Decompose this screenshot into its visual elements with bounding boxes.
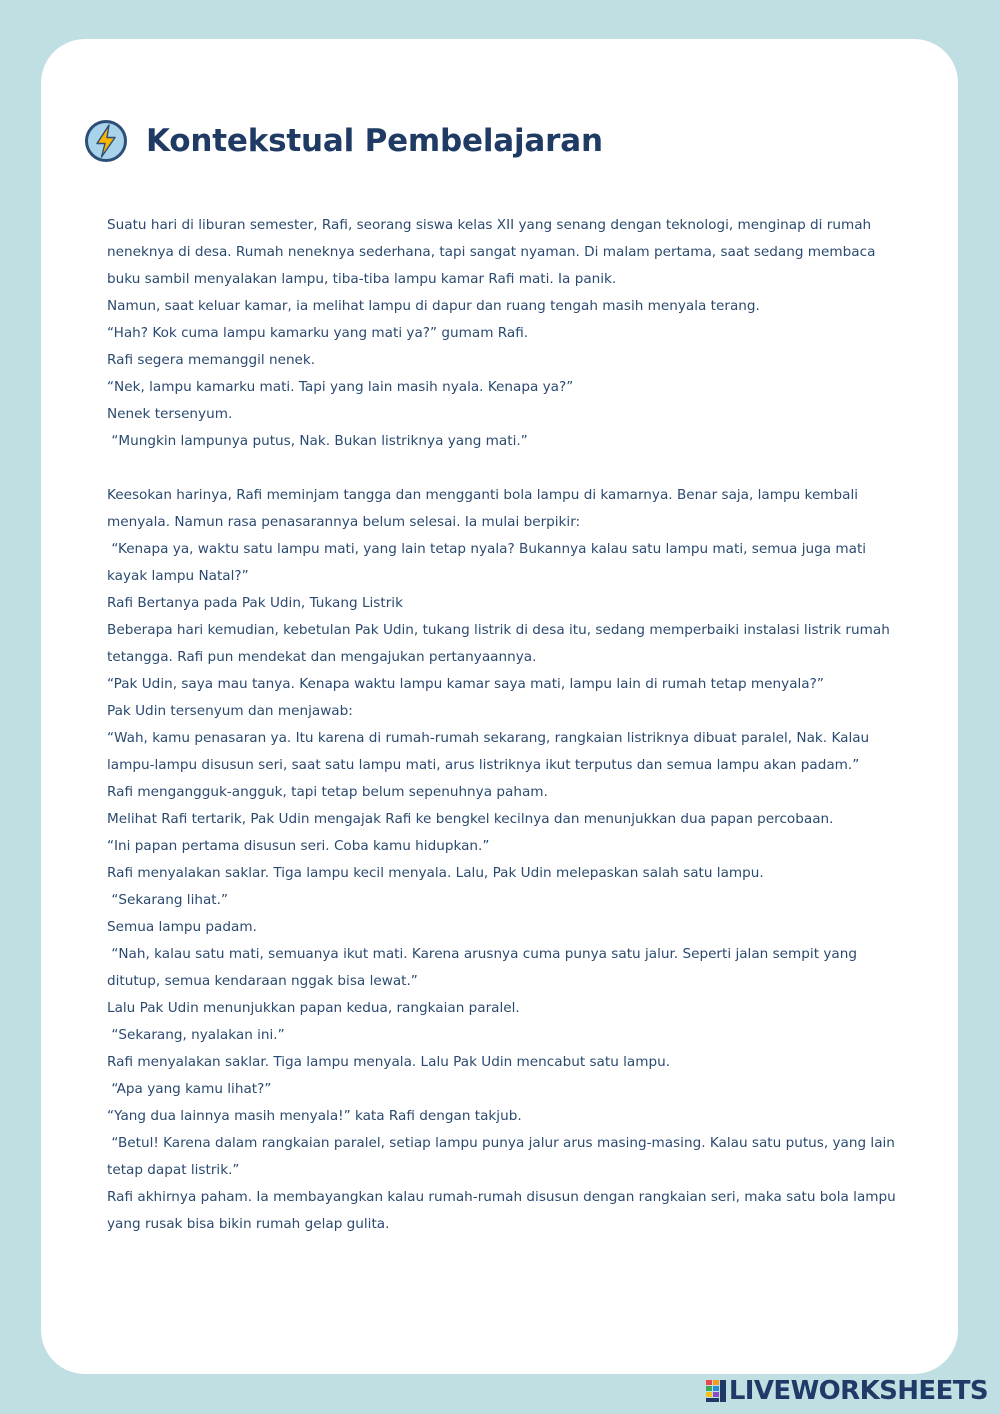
- paragraph: “Nek, lampu kamarku mati. Tapi yang lain masih nyala. Kenapa ya?”: [107, 379, 574, 395]
- brand-name: LIVEWORKSHEETS: [728, 1376, 988, 1406]
- paragraph: Beberapa hari kemudian, kebetulan Pak Udin, tukang listrik di desa itu, sedang memperbaiki instalasi listrik rumah tetangga. Rafi pun mendekat dan mengajukan pertanyaannya.: [107, 622, 895, 665]
- lightning-bolt-icon: [84, 119, 128, 163]
- paragraph: “Nah, kalau satu mati, semuanya ikut mati. Karena arusnya cuma punya satu jalur. Seperti jalan sempit yang ditutup, semua kendaraan nggak bisa lewat.”: [107, 946, 862, 989]
- paragraph: “Betul! Karena dalam rangkaian paralel, setiap lampu punya jalur arus masing-masing. Kalau satu putus, yang lain tetap dapat listrik.”: [107, 1135, 900, 1178]
- paragraph: Rafi akhirnya paham. Ia membayangkan kalau rumah-rumah disusun dengan rangkaian seri, maka satu bola lampu yang rusak bisa bikin rumah gelap gulita.: [107, 1189, 901, 1232]
- paragraph: Keesokan harinya, Rafi meminjam tangga dan mengganti bola lampu di kamarnya. Benar saja, lampu kembali menyala. Namun rasa penasarannya belum selesai. Ia mulai berpikir:: [107, 487, 863, 530]
- paragraph: Suatu hari di liburan semester, Rafi, seorang siswa kelas XII yang senang dengan teknologi, menginap di rumah neneknya di desa. Rumah neneknya sederhana, tapi sangat nyaman. Di malam pertama, saat sedang membaca buku sambil menyalakan lampu, tiba-tiba lampu kamar Rafi mati. Ia panik.: [107, 217, 880, 287]
- paragraph: “Sekarang, nyalakan ini.”: [107, 1027, 285, 1043]
- paragraph: “Wah, kamu penasaran ya. Itu karena di rumah-rumah sekarang, rangkaian listriknya dibuat paralel, Nak. Kalau lampu-lampu disusun seri, saat satu lampu mati, arus listriknya ikut terputus dan semua lampu akan padam.”: [107, 730, 874, 773]
- paragraph: “Mungkin lampunya putus, Nak. Bukan listriknya yang mati.”: [107, 433, 528, 449]
- worksheet-card: [41, 39, 958, 1374]
- paragraph: Rafi menyalakan saklar. Tiga lampu kecil menyala. Lalu, Pak Udin melepaskan salah satu lampu.: [107, 865, 764, 881]
- paragraph: “Sekarang lihat.”: [107, 892, 229, 908]
- paragraph: Nenek tersenyum.: [107, 406, 233, 422]
- story-text: [107, 212, 907, 1238]
- paragraph: Rafi menyalakan saklar. Tiga lampu menyala. Lalu Pak Udin mencabut satu lampu.: [107, 1054, 671, 1070]
- paragraph: Rafi mengangguk-angguk, tapi tetap belum sepenuhnya paham.: [107, 784, 548, 800]
- paragraph: Semua lampu padam.: [107, 919, 257, 935]
- paragraph: Pak Udin tersenyum dan menjawab:: [107, 703, 353, 719]
- paragraph: “Ini papan pertama disusun seri. Coba kamu hidupkan.”: [107, 838, 490, 854]
- paragraph: “Pak Udin, saya mau tanya. Kenapa waktu lampu kamar saya mati, lampu lain di rumah tetap menyala?”: [107, 676, 824, 692]
- paragraph: “Kenapa ya, waktu satu lampu mati, yang lain tetap nyala? Bukannya kalau satu lampu mati, semua juga mati kayak lampu Natal?”: [107, 541, 871, 584]
- paragraph: “Apa yang kamu lihat?”: [107, 1081, 272, 1097]
- liveworksheets-brand[interactable]: [705, 1374, 988, 1408]
- page-title: Kontekstual Pembelajaran: [146, 123, 603, 159]
- paragraph: Melihat Rafi tertarik, Pak Udin mengajak Rafi ke bengkel kecilnya dan menunjukkan dua papan percobaan.: [107, 811, 834, 827]
- paragraph: “Yang dua lainnya masih menyala!” kata Rafi dengan takjub.: [107, 1108, 522, 1124]
- paragraph: “Hah? Kok cuma lampu kamarku yang mati ya?” gumam Rafi.: [107, 325, 529, 341]
- paragraph: Rafi segera memanggil nenek.: [107, 352, 316, 368]
- liveworksheets-logo-icon: [705, 1379, 727, 1403]
- paragraph: Namun, saat keluar kamar, ia melihat lampu di dapur dan ruang tengah masih menyala terang.: [107, 298, 760, 314]
- paragraph: Rafi Bertanya pada Pak Udin, Tukang Listrik: [107, 595, 403, 611]
- paragraph: Lalu Pak Udin menunjukkan papan kedua, rangkaian paralel.: [107, 1000, 520, 1016]
- section-header: [84, 117, 603, 165]
